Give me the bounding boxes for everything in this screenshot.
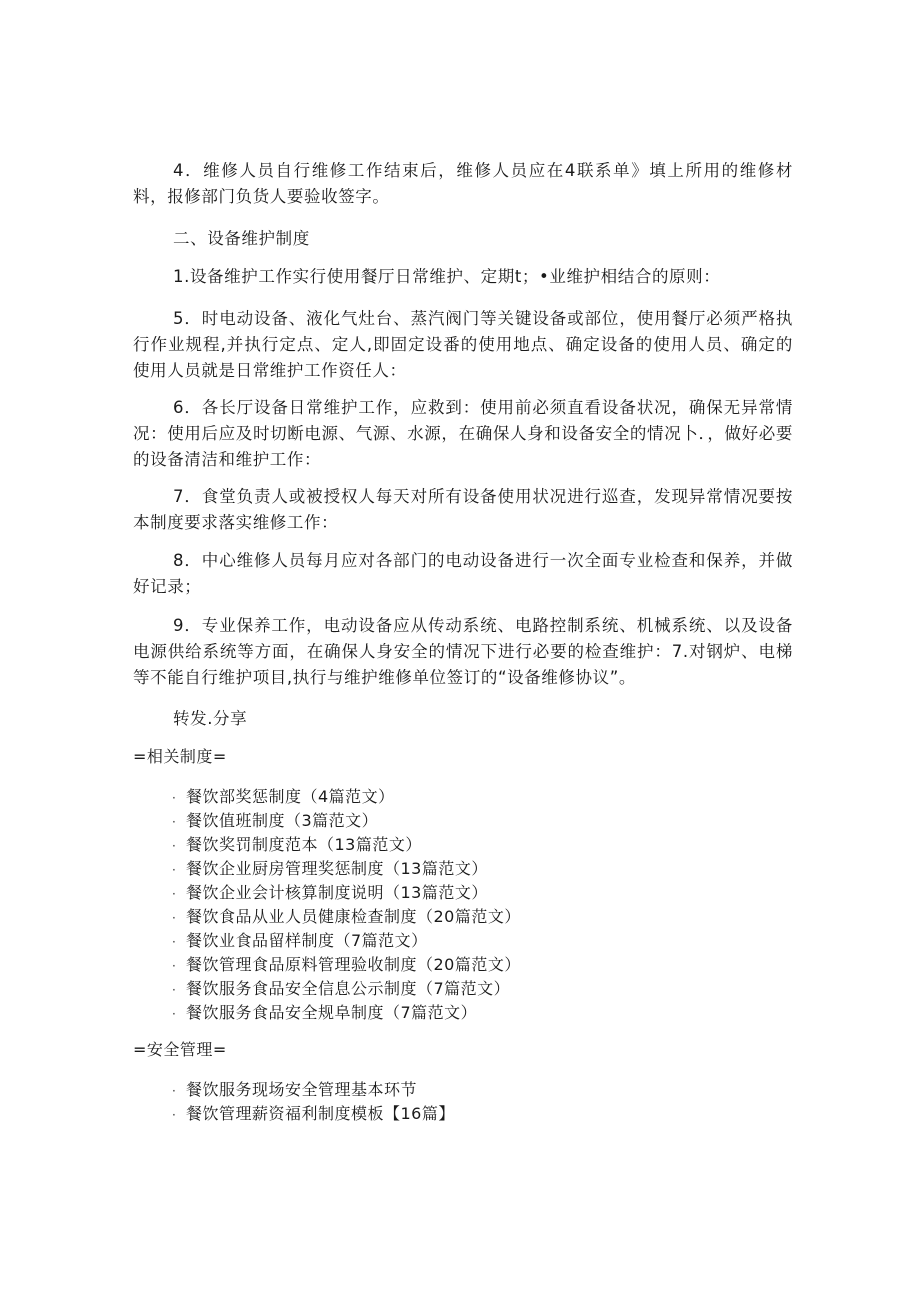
safety-list <box>172 1078 455 1126</box>
list-item[interactable] <box>172 1102 455 1126</box>
bullet: · <box>172 815 177 829</box>
paragraph-text: ．中心维修人员每月应对各部门的电动设备进行一次全面专业检查和保养，并做好记录； <box>133 551 793 596</box>
list-item-label[interactable]: 餐饮奖罚制度范本（13篇范文） <box>186 835 422 854</box>
list-item[interactable] <box>172 905 521 929</box>
related-list <box>172 785 521 1025</box>
list-item[interactable] <box>172 1001 521 1025</box>
list-item[interactable] <box>172 833 521 857</box>
list-item-label[interactable]: 餐饮企业厨房管理奖惩制度（13篇范文） <box>186 859 488 878</box>
paragraph-9 <box>133 613 793 691</box>
list-item-label[interactable]: 餐饮食品从业人员健康检查制度（20篇范文） <box>186 907 521 926</box>
paragraph-text: 1.设备维护工作实行使用餐厅日常维护、定期t；•业维护相结合的原则： <box>173 267 721 286</box>
share-link[interactable]: 转发.分享 <box>173 709 248 728</box>
paragraph-text: ．专业保养工作，电动设备应从传动系统、电路控制系统、机械系统、以及设备电源供给系统等方面，在确保人身安全的情况下进行必要的检查维护：7.对钢炉、电梯等不能自行维护项目,执行与维护维修单位签订的“设备维修协议”。 <box>133 616 793 687</box>
list-item-label[interactable]: 餐饮管理薪资福利制度模板【16篇】 <box>186 1104 455 1123</box>
list-item[interactable] <box>172 929 521 953</box>
bullet: · <box>172 1084 177 1098</box>
paragraph-7 <box>133 484 793 536</box>
paragraph-5 <box>133 306 793 384</box>
section-heading: 二、设备维护制度 <box>173 229 310 248</box>
bullet: · <box>172 959 177 973</box>
bullet: · <box>172 887 177 901</box>
paragraph-6 <box>133 395 793 473</box>
list-item[interactable] <box>172 857 521 881</box>
list-item-label[interactable]: 餐饮业食品留样制度（7篇范文） <box>186 931 428 950</box>
paragraph-number: 4 <box>173 161 185 180</box>
bullet: · <box>172 791 177 805</box>
list-item[interactable] <box>172 881 521 905</box>
paragraph-number: 9 <box>173 616 185 635</box>
related-title: =相关制度= <box>133 747 227 766</box>
bullet: · <box>172 839 177 853</box>
list-item[interactable] <box>172 785 521 809</box>
paragraph-text: ．食堂负责人或被授权人每天对所有设备使用状况进行巡查，发现异常情况要按本制度要求落实维修工作： <box>133 487 793 532</box>
list-item[interactable] <box>172 1078 455 1102</box>
paragraph-number: 7 <box>173 487 185 506</box>
list-item-label[interactable]: 餐饮值班制度（3篇范文） <box>186 811 379 830</box>
paragraph-number: 6 <box>173 398 185 417</box>
bullet: · <box>172 911 177 925</box>
paragraph-text: ．时电动设备、液化气灶台、蒸汽阀门等关键设备或部位，使用餐厅必须严格执行作业规程,并执行定点、定人,即固定设番的使用地点、确定设备的使用人员、确定的使用人员就是日常维护工作资任人： <box>133 309 793 380</box>
bullet: · <box>172 1007 177 1021</box>
list-item-label[interactable]: 餐饮管理食品原料管理验收制度（20篇范文） <box>186 955 521 974</box>
paragraph-number: 5 <box>173 309 185 328</box>
list-item-label[interactable]: 餐饮服务食品安全信息公示制度（7篇范文） <box>186 979 511 998</box>
list-item-label[interactable]: 餐饮部奖惩制度（4篇范文） <box>186 787 395 806</box>
paragraph-text: ．维修人员自行维修工作结束后，维修人员应在4联系单》填上所用的维修材料，报修部门负货人要验收签字。 <box>133 161 793 206</box>
safety-title: =安全管理= <box>133 1040 227 1059</box>
list-item-label[interactable]: 餐饮服务现场安全管理基本环节 <box>186 1080 418 1099</box>
paragraph-number: 8 <box>173 551 185 570</box>
list-item-label[interactable]: 餐饮服务食品安全规阜制度（7篇范文） <box>186 1003 478 1022</box>
list-item[interactable] <box>172 809 521 833</box>
paragraph-8 <box>133 548 793 600</box>
list-item[interactable] <box>172 977 521 1001</box>
paragraph-4 <box>133 158 793 210</box>
bullet: · <box>172 935 177 949</box>
paragraph-1 <box>133 264 793 290</box>
bullet: · <box>172 1108 177 1122</box>
bullet: · <box>172 863 177 877</box>
bullet: · <box>172 983 177 997</box>
list-item[interactable] <box>172 953 521 977</box>
list-item-label[interactable]: 餐饮企业会计核算制度说明（13篇范文） <box>186 883 488 902</box>
paragraph-text: ．各长厅设备日常维护工作，应救到：使用前必须直看设备状况，确保无异常情况：使用后应及时切断电源、气源、水源，在确保人身和设备安全的情况卜．，做好必要的设备清洁和维护工作： <box>133 398 793 469</box>
